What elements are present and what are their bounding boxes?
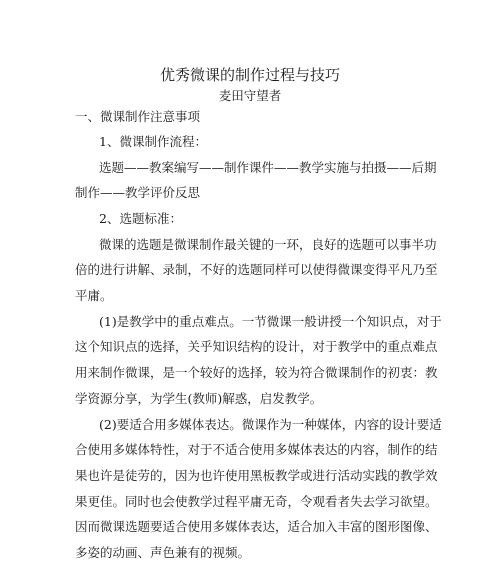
paragraph-line: 多姿的动画、声色兼有的视频。: [75, 545, 251, 560]
section-heading-1: 一、微课制作注意事项: [75, 109, 201, 124]
paragraph-line: 果更佳。同时也会使教学过程平庸无奇，令观看者失去学习欲望。: [75, 494, 438, 509]
paragraph-line: 倍的进行讲解、录制，不好的选题同样可以使得微课变得平凡乃至: [75, 262, 438, 277]
paragraph-line: 用来制作微课，是一个较好的选择，较为符合微课制作的初衷：教: [75, 365, 438, 380]
paragraph-line: 这个知识点的选择，关乎知识结构的设计，对于教学中的重点难点: [75, 339, 438, 354]
paragraph-line: 选题——教案编写——制作课件——教学实施与拍摄——后期: [99, 160, 437, 175]
paragraph-line: (1)是教学中的重点难点。一节微课一般讲授一个知识点，对于: [99, 314, 442, 329]
paragraph-line: 果也许是徒劳的，因为也许使用黑板教学或进行活动实践的教学效: [75, 468, 438, 483]
paragraph-line: 平庸。: [75, 288, 113, 303]
paragraph-line: 学资源分享，为学生(教师)解惑，启发教学。: [75, 391, 323, 406]
paragraph-line: (2)要适合用多媒体表达。微课作为一种媒体，内容的设计要适: [99, 417, 442, 432]
subsection-heading-1: 1、微课制作流程：: [99, 134, 207, 149]
document-title: 优秀微课的制作过程与技巧: [159, 66, 340, 84]
paragraph-line: 微课的选题是微课制作最关键的一环，良好的选题可以事半功: [99, 237, 437, 252]
subsection-heading-2: 2、选题标准：: [99, 211, 182, 226]
paragraph-line: 合使用多媒体特性，对于不适合使用多媒体表达的内容，制作的结: [75, 442, 438, 457]
paragraph-line: 制作——教学评价反思: [75, 185, 201, 200]
document-author: 麦田守望者: [218, 88, 282, 103]
paragraph-line: 因而微课选题要适合使用多媒体表达，适合加入丰富的图形图像、: [75, 519, 438, 534]
